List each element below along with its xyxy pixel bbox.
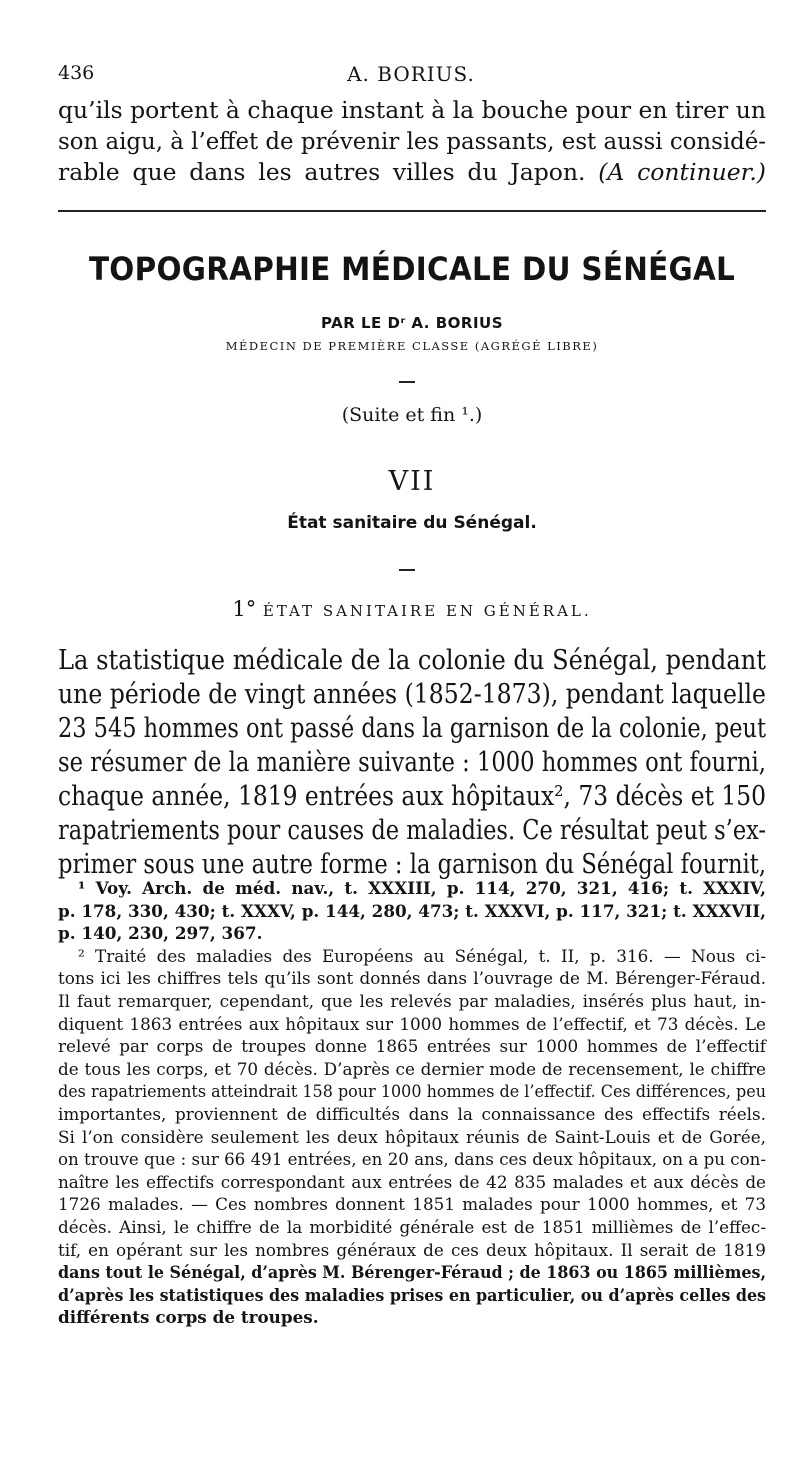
footnote-2-line: diquent 1863 entrées aux hôpitaux sur 1000 hommes de l’effectif, et 73 décès. Le	[58, 1013, 766, 1034]
footnote-2-line: différents corps de troupes.	[58, 1307, 319, 1328]
footnote-2-line: Il faut remarquer, cependant, que les relevés par maladies, insérés plus haut, in-	[58, 990, 766, 1011]
page-number: 436	[58, 62, 95, 84]
chapter-number: VII	[388, 466, 436, 497]
article-title: TOPOGRAPHIE MÉDICALE DU SÉNÉGAL	[88, 250, 736, 288]
body-paragraph	[58, 644, 766, 882]
body-line: 23 545 hommes ont passé dans la garnison de la colonie, peut	[58, 713, 766, 744]
body-line: La statistique médicale de la colonie du Sénégal, pendant	[58, 645, 767, 676]
footnotes	[58, 877, 766, 1329]
article-author: PAR LE Dʳ A. BORIUS	[320, 314, 504, 332]
section-divider	[58, 210, 766, 212]
previous-article-ending	[58, 95, 766, 188]
footnote-2-line: Si l’on considère seulement les deux hôpitaux réunis de Saint-Louis et de Gorée,	[58, 1126, 766, 1147]
dash-divider	[399, 569, 415, 571]
footnote-2-line: ² Traité des maladies des Européens au Sénégal, t. II, p. 316. — Nous ci-	[78, 945, 766, 966]
footnote-1-line: p. 140, 230, 297, 367.	[58, 923, 263, 944]
footnote-2-line: 1726 malades. — Ces nombres donnent 1851 malades pour 1000 hommes, et 73	[58, 1194, 766, 1215]
body-line: primer sous une autre forme : la garnison du Sénégal fournit,	[58, 849, 767, 880]
footnote-1-line: p. 178, 330, 430; t. XXXV, p. 144, 280, 473; t. XXXVI, p. 117, 321; t. XXXVII,	[58, 900, 766, 921]
footnote-2-line: naître les effectifs correspondant aux entrées de 42 835 malades et aux décès de	[58, 1171, 766, 1192]
page-header	[58, 62, 764, 86]
carryover-line: son aigu, à l’effet de prévenir les passants, est aussi considé-	[58, 127, 767, 155]
section-heading	[58, 597, 766, 621]
carryover-line: qu’ils portent à chaque instant à la bouche pour en tirer un	[58, 96, 766, 124]
running-title: A. BORIUS.	[347, 62, 475, 86]
carryover-text: rable que dans les autres villes du Japon.	[58, 158, 586, 186]
footnote-2-line: tons ici les chiffres tels qu’ils sont donnés dans l’ouvrage de M. Bérenger-Féraud.	[58, 968, 766, 989]
section-number: 1°	[232, 597, 257, 621]
footnote-2-line: importantes, proviennent de difficultés dans la connaissance des effectifs réels.	[58, 1103, 766, 1124]
section-title: ÉTAT SANITAIRE EN GÉNÉRAL.	[262, 602, 592, 620]
body-line: se résumer de la manière suivante : 1000 hommes ont fourni,	[58, 747, 766, 778]
footnote-2-line: des rapatriements atteindrait 158 pour 1000 hommes de l’effectif. Ces différences, peu	[58, 1081, 767, 1102]
footnote-2-line: on trouve que : sur 66 491 entrées, en 20 ans, dans ces deux hôpitaux, on a pu con-	[58, 1149, 767, 1170]
body-line: rapatriements pour causes de maladies. Ce résultat peut s’ex-	[58, 815, 767, 846]
footnote-2-line: tif, en opérant sur les nombres généraux de ces deux hôpitaux. Il serait de 1819	[58, 1239, 766, 1260]
continued-note: (A continuer.)	[598, 158, 766, 186]
suite-note: (Suite et fin ¹.)	[341, 404, 483, 426]
chapter-title: État sanitaire du Sénégal.	[287, 513, 537, 533]
author-rank: MÉDECIN DE PREMIÈRE CLASSE (AGRÉGÉ LIBRE)	[225, 339, 599, 353]
dash-divider	[399, 381, 415, 383]
footnote-2-line: décès. Ainsi, le chiffre de la morbidité générale est de 1851 millièmes de l’effec-	[58, 1216, 766, 1237]
body-line: une période de vingt années (1852-1873), pendant laquelle	[58, 679, 766, 710]
body-line: chaque année, 1819 entrées aux hôpitaux², 73 décès et 150	[58, 781, 767, 812]
footnote-2-line: de tous les corps, et 70 décès. D’après ce dernier mode de recensement, le chiffre	[58, 1058, 766, 1079]
footnote-2-line: d’après les statistiques des maladies prises en particulier, ou d’après celles des	[58, 1284, 766, 1305]
carryover-line-last	[58, 157, 766, 188]
footnote-2-line: relevé par corps de troupes donne 1865 entrées sur 1000 hommes de l’effectif	[58, 1036, 766, 1057]
footnote-1-line: ¹ Voy. Arch. de méd. nav., t. XXXIII, p. 114, 270, 321, 416; t. XXXIV,	[78, 878, 766, 898]
footnote-2-line: dans tout le Sénégal, d’après M. Bérenger-Féraud ; de 1863 ou 1865 millièmes,	[58, 1262, 767, 1283]
